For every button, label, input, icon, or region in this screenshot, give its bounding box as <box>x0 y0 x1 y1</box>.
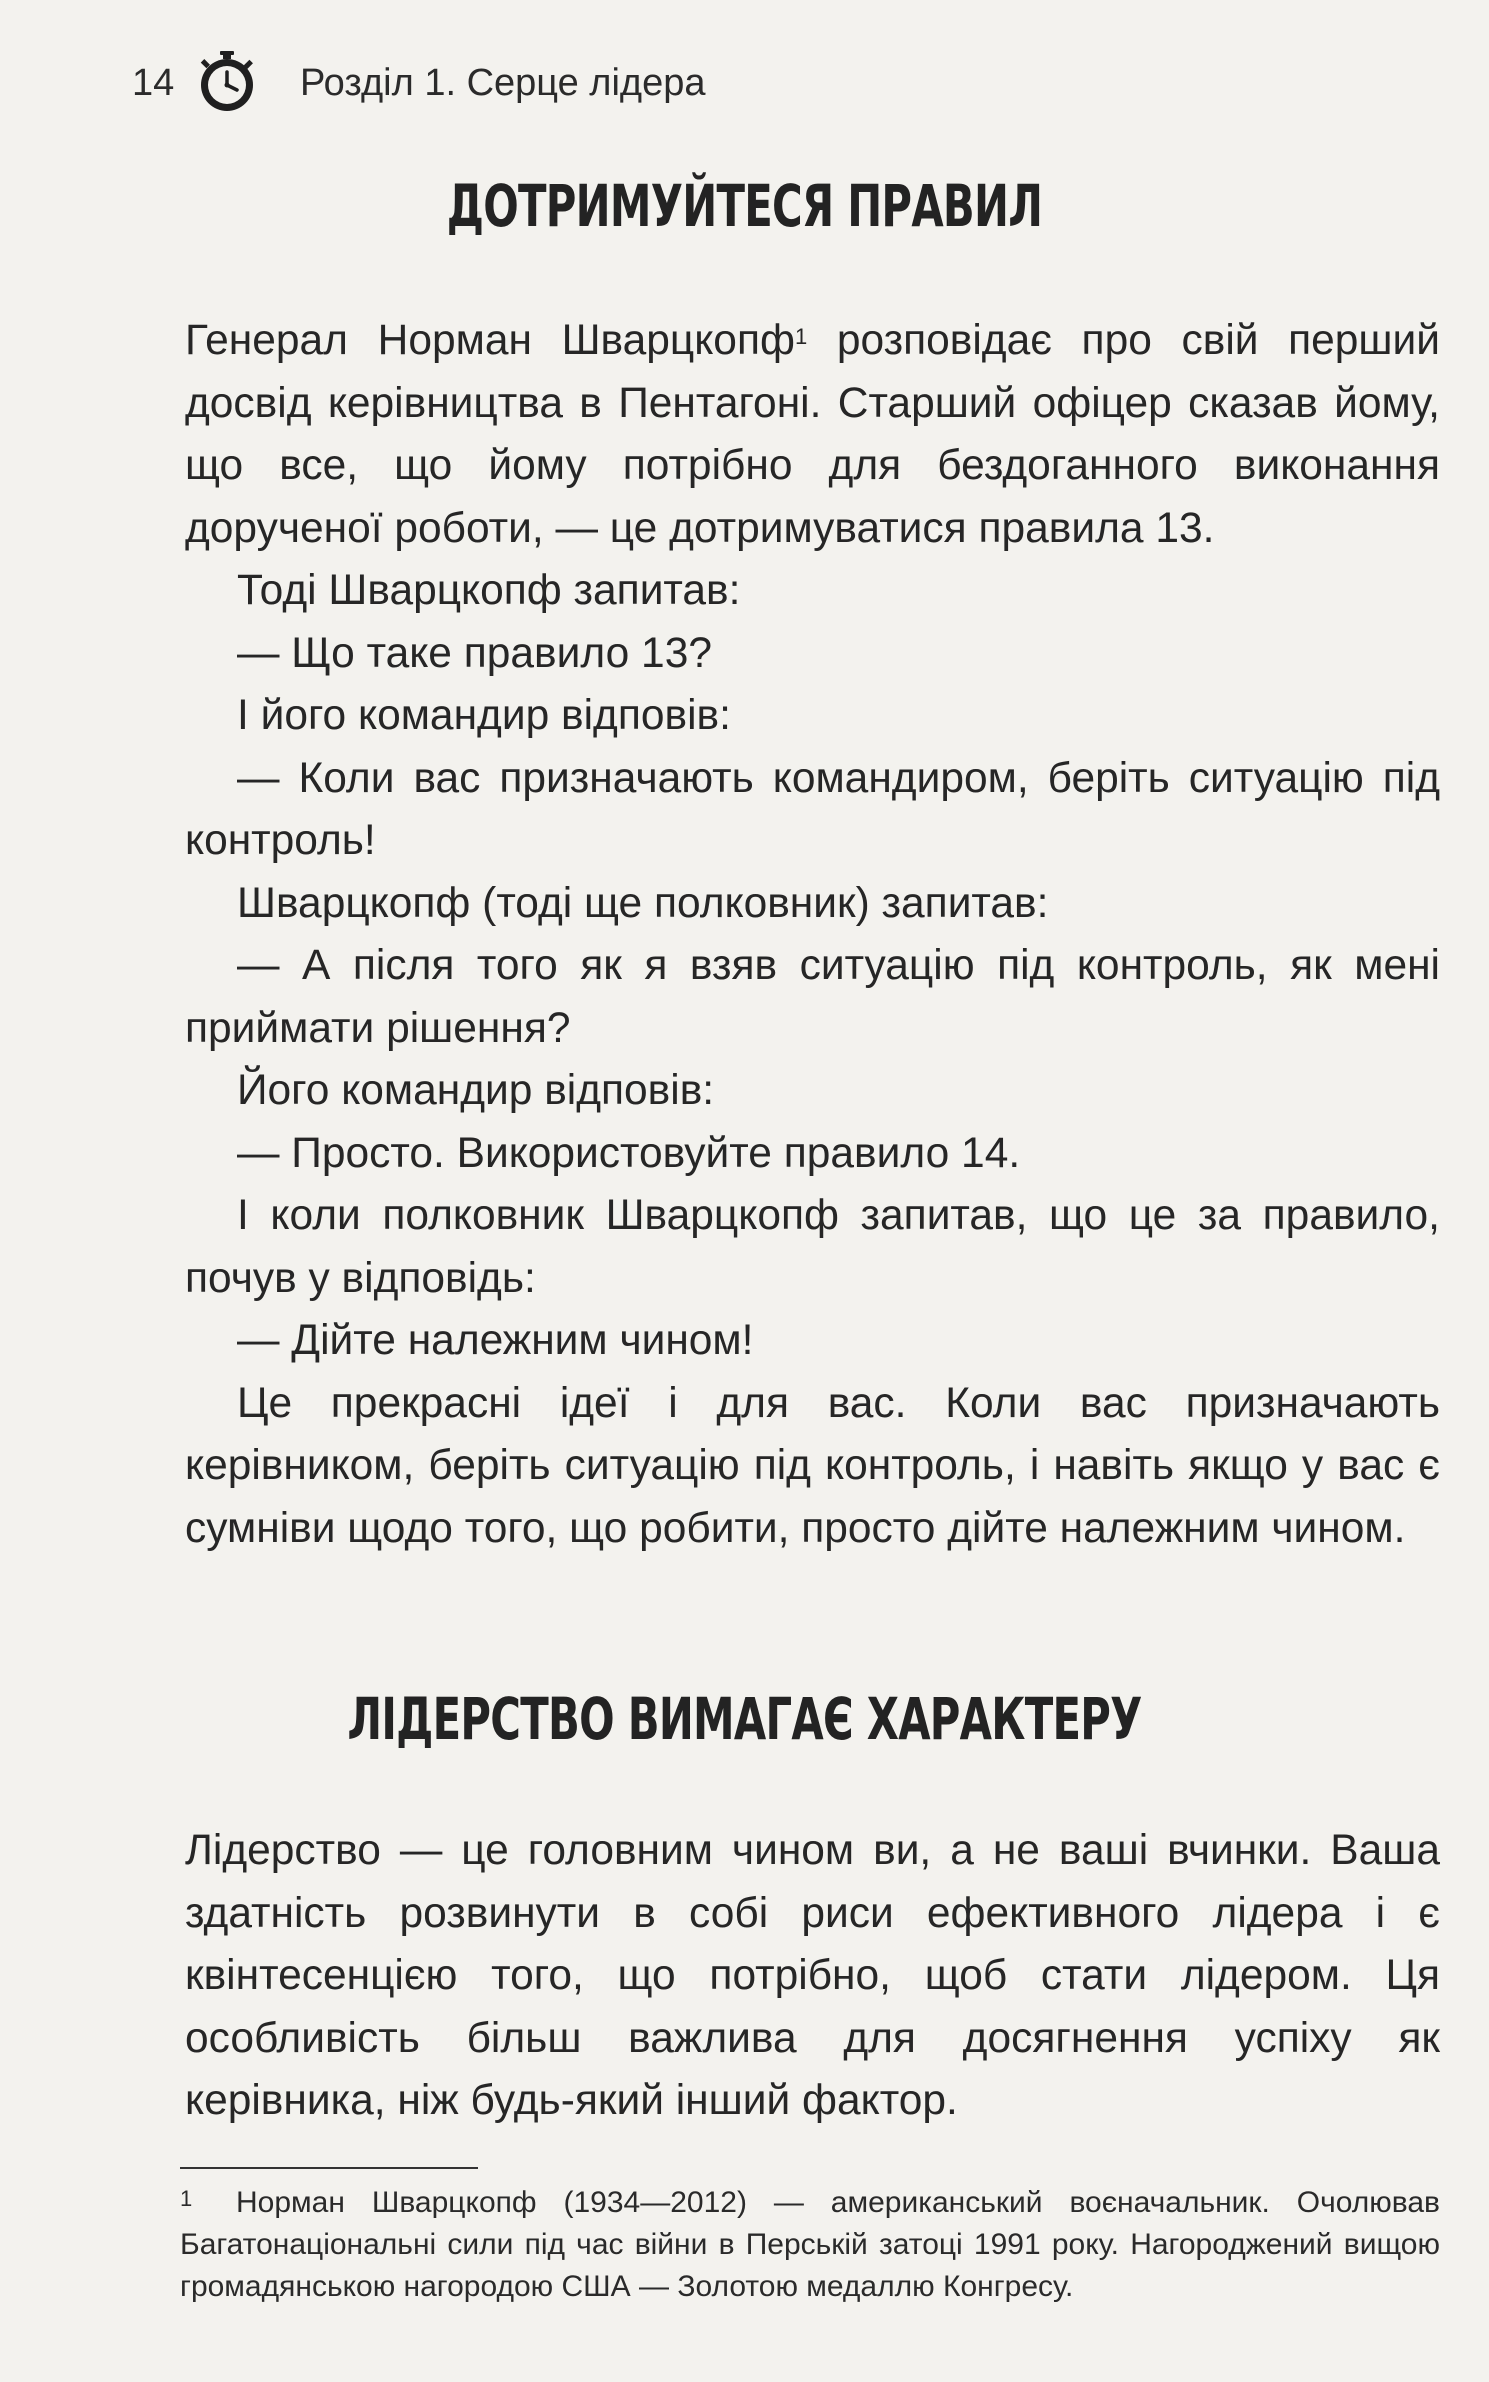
footnote-text: Норман Шварцкопф (1934—2012) — американський воєначальник. Очолював Багатонаціональні сили під час війни в Перській затоці 1991 року. Нагороджений вищою громадянською нагородою США — Золотою медаллю Конгресу. <box>180 2186 1440 2303</box>
footnote-marker: 1 <box>180 2186 193 2211</box>
page-number: 14 <box>132 61 175 104</box>
chapter-title: Розділ 1. Серце лідера <box>300 61 706 104</box>
section-1-body <box>185 310 1440 1560</box>
running-header <box>132 48 706 118</box>
paragraph: Це прекрасні ідеї і для вас. Коли вас призначають керівником, беріть ситуацію під контроль, і навіть якщо у вас є сумніви щодо того, що робити, просто дійте належним чином. <box>185 1379 1440 1552</box>
dialogue-line: — А після того як я взяв ситуацію під контроль, як мені приймати рішення? <box>185 942 1440 1052</box>
section-2-body <box>185 1820 1440 2133</box>
footnote <box>180 2182 1440 2308</box>
footnote-reference: 1 <box>794 324 808 349</box>
dialogue-line: — Що таке правило 13? <box>237 629 712 677</box>
paragraph-text: розповідає про свій перший досвід керівництва в Пентагоні. Старший офіцер сказав йому, що все, що йому потрібно для бездоганного виконання дорученої роботи, — це дотримуватися правила 13. <box>185 317 1441 552</box>
paragraph-text: Генерал Норман Шварцкопф <box>185 317 795 364</box>
clock-icon <box>194 50 260 116</box>
paragraph <box>185 310 1440 560</box>
dialogue-line: — Просто. Використовуйте правило 14. <box>237 1129 1021 1177</box>
paragraph: Тоді Шварцкопф запитав: <box>237 567 741 614</box>
dialogue-line: — Коли вас призначають командиром, беріть ситуацію під контроль! <box>185 754 1440 864</box>
paragraph: Шварцкопф (тоді ще полковник) запитав: <box>237 879 1049 927</box>
paragraph: Лідерство — це головним чином ви, а не ваші вчинки. Ваша здатність розвинути в собі риси ефективного лідера і є квінтесенцією того, що потрібно, щоб стати лідером. Ця особливість більш важлива для досягнення успіху як керівника, ніж будь-який інший фактор. <box>185 1827 1440 2124</box>
section-heading-leadership-character: ЛІДЕРСТВО ВИМАГАЄ ХАРАКТЕРУ <box>347 1685 1142 1753</box>
paragraph: Його командир відповів: <box>237 1067 715 1114</box>
footnote-divider <box>180 2167 478 2169</box>
paragraph: І його командир відповів: <box>237 692 731 739</box>
paragraph: І коли полковник Шварцкопф запитав, що це за правило, почув у відповідь: <box>185 1192 1440 1302</box>
section-heading-follow-rules: ДОТРИМУЙТЕСЯ ПРАВИЛ <box>446 172 1043 240</box>
dialogue-line: — Дійте належним чином! <box>237 1317 754 1364</box>
